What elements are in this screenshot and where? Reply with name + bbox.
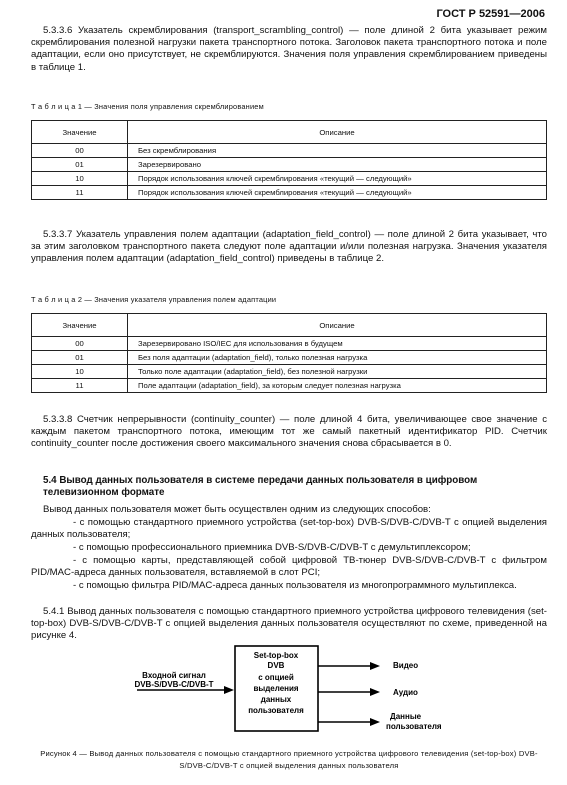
output-data-label-line2: пользователя: [386, 722, 442, 731]
table-row: [32, 337, 547, 351]
table-row: [32, 144, 547, 158]
output-video-label: Видео: [393, 661, 419, 670]
box-line: Set-top-box: [253, 651, 299, 660]
box-line: выделения: [253, 684, 299, 693]
figure-4-caption: Рисунок 4 — Вывод данных пользователя с помощью стандартного приемного устройства цифрового телевидения (set-top-box) DVB-S/DVB-C/DVB-T с опцией выделения данных пользователя: [40, 749, 538, 770]
cell-description: Без поля адаптации (adaptation_field), только полезная нагрузка: [128, 351, 547, 365]
cell-description: Порядок использования ключей скремблирования «текущий — следующий»: [128, 186, 547, 200]
figure-4-diagram: [0, 640, 567, 740]
list-item: - с помощью профессионального приемника DVB-S/DVB-C/DVB-T с демультиплексором;: [73, 542, 471, 553]
list-item: - с помощью фильтра PID/MAC-адреса данных пользователя из многопрограммного мультиплекса.: [73, 580, 517, 591]
table-row: [32, 186, 547, 200]
cell-value: 11: [32, 186, 128, 200]
cell-value: 00: [32, 337, 128, 351]
paragraph-5-3-3-8: 5.3.3.8 Счетчик непрерывности (continuity_counter) — поле длиной 4 бита, увеличивающее свое значение с каждым пакетом транспортного потока, имеющим тот же самый пакетный идентификатор PID. Счетчик continuity_counter после достижения своего максимального значения снова сбрасывается в 0.: [31, 414, 547, 450]
cell-value: 01: [32, 351, 128, 365]
table-row: [32, 351, 547, 365]
table-header-row: [32, 314, 547, 337]
column-header-value: Значение: [32, 121, 128, 144]
cell-description: Только поле адаптации (adaptation_field), без полезной нагрузки: [128, 365, 547, 379]
cell-description: Порядок использования ключей скремблирования «текущий — следующий»: [128, 172, 547, 186]
paragraph-5-4: Вывод данных пользователя может быть осуществлен одним из следующих способов:: [43, 504, 431, 515]
cell-description: Зарезервировано: [128, 158, 547, 172]
cell-description: Без скремблирования: [128, 144, 547, 158]
audio-arrowhead: [370, 688, 380, 696]
input-arrowhead: [224, 686, 234, 694]
output-audio-label: Аудио: [393, 688, 418, 697]
box-line: DVB: [267, 661, 285, 670]
table2-caption: Т а б л и ц а 2 — Значения указателя управления полем адаптации: [31, 295, 277, 304]
table-row: [32, 379, 547, 393]
list-item: - с помощью карты, представляющей собой цифровой ТВ-тюнер DVB-S/DVB-C/DVB-T с фильтром PID/MAC-адреса данных пользователя, вставляемой в слот PCI;: [31, 555, 547, 579]
box-line: с опцией: [258, 673, 294, 682]
table-row: [32, 172, 547, 186]
table1-caption: Т а б л и ц а 1 — Значения поля управления скремблированием: [31, 102, 264, 111]
table-header-row: [32, 121, 547, 144]
video-arrowhead: [370, 662, 380, 670]
box-line: данных: [260, 695, 292, 704]
table2: [31, 313, 547, 393]
column-header-description: Описание: [128, 314, 547, 337]
data-arrowhead: [370, 718, 380, 726]
output-data-label-line1: Данные: [390, 712, 422, 721]
list-item: - с помощью стандартного приемного устройства (set-top-box) DVB-S/DVB-C/DVB-T с опцией выделения данных пользователя;: [31, 517, 547, 541]
cell-value: 11: [32, 379, 128, 393]
cell-value: 10: [32, 365, 128, 379]
paragraph-5-3-3-6: 5.3.3.6 Указатель скремблирования (transport_scrambling_control) — поле длиной 2 бита указывает режим скремблирования полезной нагрузки пакета транспортного потока. Заголовок пакета транспортного потока и поле адаптации, если оно присутствует, не скремблируются. Значения поля управления скремблированием приведены в таблице 1.: [31, 25, 547, 73]
cell-description: Поле адаптации (adaptation_field), за которым следует полезная нагрузка: [128, 379, 547, 393]
table1: [31, 120, 547, 200]
cell-value: 00: [32, 144, 128, 158]
table-row: [32, 158, 547, 172]
column-header-value: Значение: [32, 314, 128, 337]
section-heading-5-4: 5.4 Вывод данных пользователя в системе передачи данных пользователя в цифровом телевизионном формате: [43, 475, 478, 498]
input-label-line1: Входной сигнал: [142, 671, 206, 680]
cell-description: Зарезервировано ISO/IEC для использования в будущем: [128, 337, 547, 351]
cell-value: 10: [32, 172, 128, 186]
column-header-description: Описание: [128, 121, 547, 144]
paragraph-5-3-3-7: 5.3.3.7 Указатель управления полем адаптации (adaptation_field_control) — поле длиной 2 бита указывает, что за этим заголовком транспортного пакета следуют поле адаптации и/или полезная нагрузка. Значения указателя управления полем адаптации (adaptation_field_control) приведены в таблице 2.: [31, 229, 547, 265]
standard-header: ГОСТ Р 52591—2006: [436, 8, 545, 20]
input-label-line2: DVB-S/DVB-C/DVB-T: [134, 680, 214, 689]
table-row: [32, 365, 547, 379]
paragraph-5-4-1: 5.4.1 Вывод данных пользователя с помощью стандартного приемного устройства цифрового телевидения (set-top-box) DVB-S/DVB-C/DVB-T с опцией выделения данных пользователя осуществляют по схеме, приведенной на рисунке 4.: [31, 606, 547, 642]
cell-value: 01: [32, 158, 128, 172]
box-line: пользователя: [248, 706, 304, 715]
